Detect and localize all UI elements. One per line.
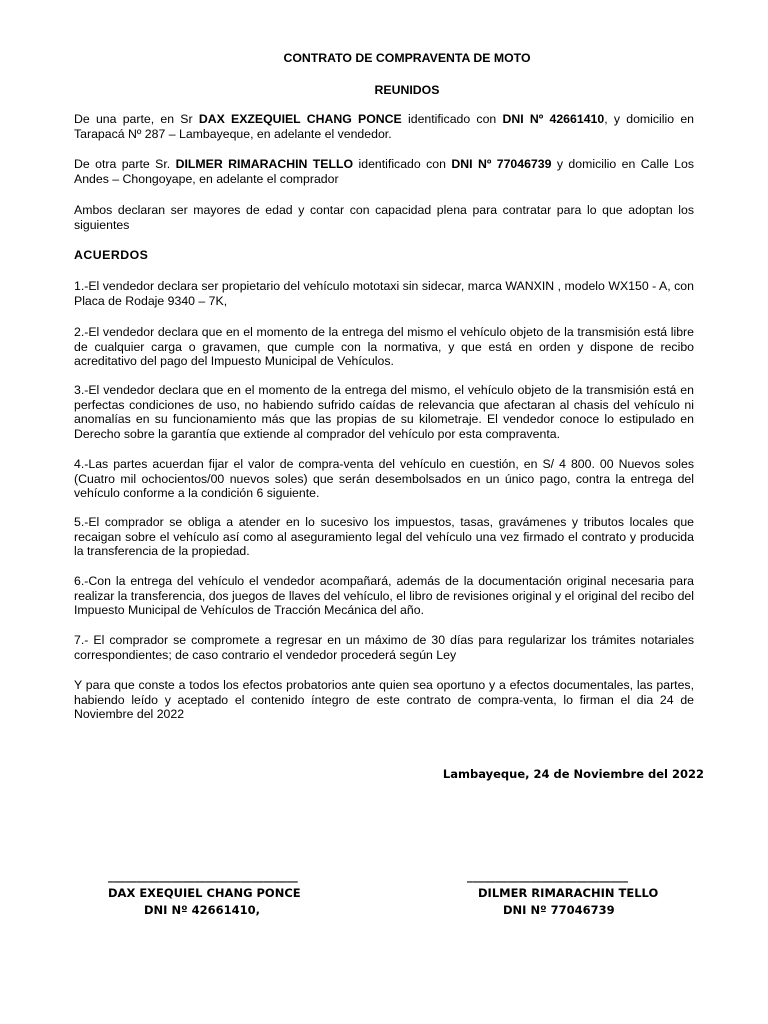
clause-4: 4.-Las partes acuerdan fijar el valor de compra-venta del vehículo en cuestión, en S/ 4 800. 00 Nuevos soles (Cuatro mil ochocientos/00 nuevos soles) que serán desembolsados en un único pago, contra la entrega del vehículo conforme a la condición 6 siguiente. <box>74 457 694 501</box>
party-buyer-paragraph <box>74 157 694 186</box>
party-buyer-intro: De otra parte Sr. <box>74 157 176 171</box>
party-seller-address: , y domicilio en Tarapacá Nº 287 – Lambayeque, en adelante el vendedor. <box>74 112 695 141</box>
buyer-signature-dni: DNI Nº 77046739 <box>503 903 615 917</box>
signature-line: _________________________________ <box>108 869 298 883</box>
document-title: CONTRATO DE COMPRAVENTA DE MOTO <box>283 51 531 65</box>
clause-2: 2.-El vendedor declara que en el momento de la entrega del mismo el vehículo objeto de la transmisión está libre de cualquier carga o gravamen, que cumple con la normativa, y que está en orden y dispone de recibo acreditativo del pago del Impuesto Municipal de Vehículos. <box>74 325 694 369</box>
seller-dni: DNI Nº 42661410 <box>502 112 605 126</box>
clause-1: 1.-El vendedor declara ser propietario del vehículo mototaxi sin sidecar, marca WANXIN , modelo WX150 - A, con Placa de Rodaje 9340 – 7K, <box>74 279 694 308</box>
place-date: Lambayeque, 24 de Noviembre del 2022 <box>442 767 704 781</box>
party-seller-identified: identificado con <box>401 112 503 126</box>
seller-signature-name: DAX EXEQUIEL CHANG PONCE <box>108 886 301 900</box>
signature-line: ____________________________ <box>467 869 628 883</box>
party-buyer-address: y domicilio en Calle Los Andes – Chongoyape, en adelante el comprador <box>74 157 694 186</box>
section-reunidos: REUNIDOS <box>374 83 440 97</box>
seller-name: DAX EXZEQUIEL CHANG PONCE <box>198 112 402 126</box>
capacity-paragraph: Ambos declaran ser mayores de edad y contar con capacidad plena para contratar para lo que adoptan los siguientes <box>74 203 694 232</box>
clause-5: 5.-El comprador se obliga a atender en lo sucesivo los impuestos, tasas, gravámenes y tributos locales que recaigan sobre el vehículo así como al aseguramiento legal del vehículo una vez firmado el contrato y producida la transferencia de la propiedad. <box>74 515 694 559</box>
party-seller-paragraph <box>74 112 694 141</box>
closing-paragraph: Y para que conste a todos los efectos probatorios ante quien sea oportuno y a efectos documentales, las partes, habiendo leído y aceptado el contenido íntegro de este contrato de compra-venta, lo firman el dia 24 de Noviembre del 2022 <box>74 678 694 722</box>
buyer-name: DILMER RIMARACHIN TELLO <box>175 157 354 171</box>
agreements-heading: ACUERDOS <box>74 248 149 262</box>
buyer-signature-block <box>467 868 658 919</box>
buyer-dni: DNI Nº 77046739 <box>451 157 552 171</box>
party-seller-intro: De una parte, en Sr <box>74 112 199 126</box>
clause-7: 7.- El comprador se compromete a regresar en un máximo de 30 días para regularizar los trámites notariales correspondientes; de caso contrario el vendedor procederá según Ley <box>74 633 694 662</box>
seller-signature-block <box>108 868 301 919</box>
party-buyer-identified: identificado con <box>353 157 452 171</box>
clause-6: 6.-Con la entrega del vehículo el vendedor acompañará, además de la documentación original necesaria para realizar la transferencia, dos juegos de llaves del vehículo, el libro de revisiones original y el original del recibo del Impuesto Municipal de Vehículos de Tracción Mecánica del año. <box>74 574 694 618</box>
clause-3: 3.-El vendedor declara que en el momento de la entrega del mismo, el vehículo objeto de la transmisión está en perfectas condiciones de uso, no habiendo sufrido caídas de relevancia que afectaran al chasis del vehículo ni anomalías en su funcionamiento más que las propias de su kilometraje. El vendedor conoce lo estipulado en Derecho sobre la garantía que extiende al comprador del vehículo por esta compraventa. <box>74 383 694 441</box>
buyer-signature-name: DILMER RIMARACHIN TELLO <box>478 886 659 900</box>
seller-signature-dni: DNI Nº 42661410, <box>144 903 260 917</box>
